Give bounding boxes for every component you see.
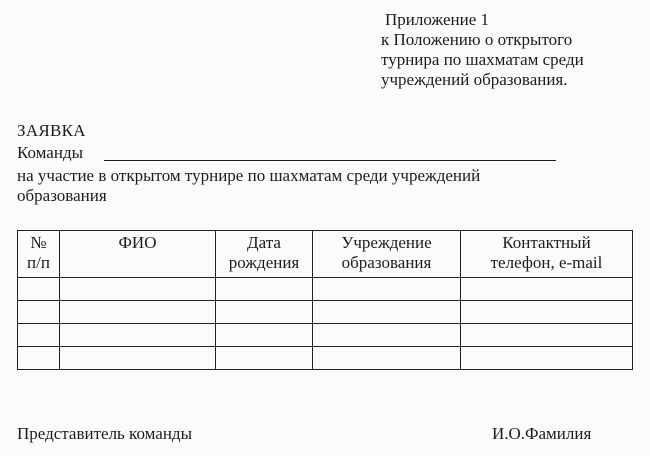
table-cell[interactable] [18, 301, 60, 324]
team-name-blank[interactable] [104, 160, 556, 161]
table-cell[interactable] [461, 278, 633, 301]
purpose-line-1: на участие в открытом турнире по шахматам среди учреждений [17, 166, 481, 185]
participants-table [17, 230, 633, 370]
table-header-row [18, 231, 633, 278]
table-cell[interactable] [60, 278, 216, 301]
appendix-number: Приложение 1 [385, 10, 489, 29]
form-purpose [17, 166, 577, 206]
table-cell[interactable] [313, 278, 461, 301]
column-header-number: № п/п [18, 231, 60, 278]
table-cell[interactable] [216, 347, 313, 370]
column-header-contact: Контактный телефон, e-mail [461, 231, 633, 278]
table-cell[interactable] [313, 347, 461, 370]
purpose-line-2: образования [17, 186, 107, 205]
table-row [18, 324, 633, 347]
table-row [18, 301, 633, 324]
table-cell[interactable] [216, 278, 313, 301]
appendix-line-2: к Положению о открытого [381, 30, 573, 49]
column-header-institution: Учреждение образования [313, 231, 461, 278]
signature-name: И.О.Фамилия [492, 424, 592, 443]
appendix-line-4: учреждений образования. [381, 70, 568, 89]
team-label: Команды [17, 143, 84, 162]
column-header-birthdate: Дата рождения [216, 231, 313, 278]
table-cell[interactable] [18, 347, 60, 370]
table-row [18, 278, 633, 301]
table-cell[interactable] [60, 301, 216, 324]
table-cell[interactable] [18, 324, 60, 347]
table-cell[interactable] [18, 278, 60, 301]
table-cell[interactable] [216, 301, 313, 324]
appendix-header [381, 10, 646, 90]
table-cell[interactable] [60, 324, 216, 347]
table-cell[interactable] [461, 324, 633, 347]
column-header-name: ФИО [60, 231, 216, 278]
table-cell[interactable] [313, 301, 461, 324]
table-row [18, 347, 633, 370]
appendix-line-3: турнира по шахматам среди [381, 50, 584, 69]
table-cell[interactable] [313, 324, 461, 347]
table-cell[interactable] [461, 347, 633, 370]
table-cell[interactable] [216, 324, 313, 347]
table-cell[interactable] [60, 347, 216, 370]
signature-representative: Представитель команды [17, 424, 192, 443]
table-cell[interactable] [461, 301, 633, 324]
form-title: ЗАЯВКА [17, 121, 86, 140]
